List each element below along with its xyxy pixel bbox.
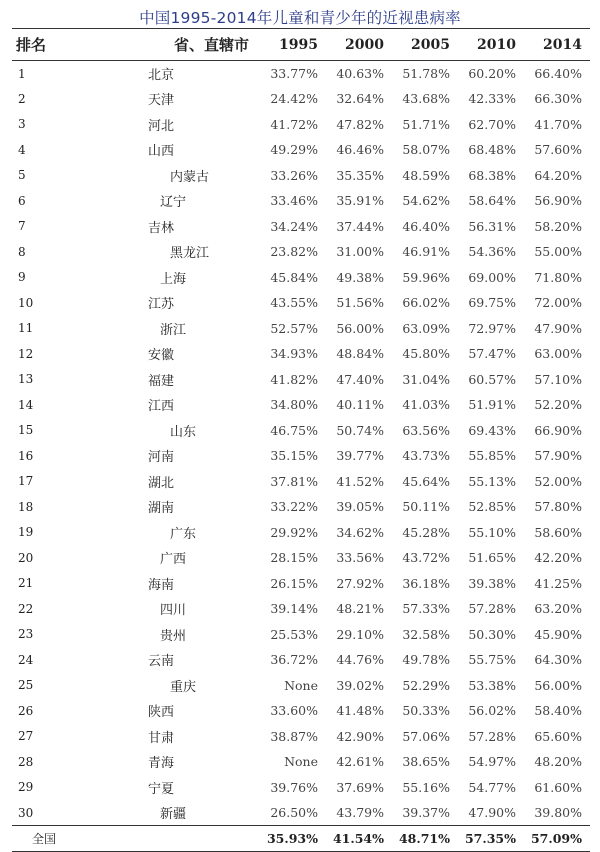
value-cell: 32.58% xyxy=(402,626,450,642)
province-cell: 河北 xyxy=(148,118,175,134)
header-year-2000: 2000 xyxy=(326,29,392,61)
table-row xyxy=(12,112,590,138)
rank-cell: 5 xyxy=(18,168,26,183)
value-cell: 45.80% xyxy=(402,346,450,362)
table-row xyxy=(12,61,590,87)
value-cell: 56.02% xyxy=(468,703,516,719)
value-cell: 33.77% xyxy=(270,66,318,81)
value-cell: 66.30% xyxy=(534,91,582,107)
value-cell: 45.84% xyxy=(270,269,318,285)
value-cell: 58.64% xyxy=(468,193,516,209)
province-cell: 甘肃 xyxy=(148,730,175,746)
rank-cell: 27 xyxy=(18,729,34,744)
table-row xyxy=(12,622,590,648)
header-year-2014: 2014 xyxy=(524,29,590,61)
table-row xyxy=(12,749,590,775)
value-cell: 33.60% xyxy=(270,703,318,719)
value-cell: 39.37% xyxy=(402,805,450,820)
value-cell: 38.65% xyxy=(402,754,450,770)
value-cell: 38.87% xyxy=(270,728,318,744)
total-row xyxy=(12,826,590,852)
value-cell: 50.11% xyxy=(402,499,450,515)
province-cell: 宁夏 xyxy=(148,781,175,797)
value-cell: 56.31% xyxy=(468,218,516,234)
table-row xyxy=(12,367,590,393)
value-cell: 50.30% xyxy=(468,626,516,642)
province-cell: 广东 xyxy=(170,526,197,542)
total-value-cell: 57.09% xyxy=(524,826,590,852)
value-cell: 65.60% xyxy=(534,728,582,744)
value-cell: 64.30% xyxy=(534,652,582,668)
value-cell: 57.47% xyxy=(468,346,516,362)
value-cell: 39.76% xyxy=(270,779,318,795)
value-cell: 49.78% xyxy=(402,652,450,668)
value-cell: 56.00% xyxy=(336,320,384,336)
value-cell: 51.56% xyxy=(336,295,384,311)
value-cell: 57.90% xyxy=(534,448,582,464)
value-cell: 69.43% xyxy=(468,422,516,438)
table-row xyxy=(12,214,590,240)
rank-cell: 21 xyxy=(18,576,34,591)
value-cell: 63.56% xyxy=(402,422,450,438)
value-cell: 37.81% xyxy=(270,473,318,489)
value-cell: 66.40% xyxy=(534,66,582,81)
value-cell: 26.50% xyxy=(270,805,318,820)
value-cell: 56.90% xyxy=(534,193,582,209)
table-row xyxy=(12,800,590,826)
table-row xyxy=(12,775,590,801)
value-cell: 63.00% xyxy=(534,346,582,362)
value-cell: 57.60% xyxy=(534,142,582,158)
value-cell: 36.18% xyxy=(402,575,450,591)
province-cell: 湖南 xyxy=(148,501,175,517)
value-cell: 57.28% xyxy=(468,601,516,617)
province-cell: 重庆 xyxy=(170,679,197,695)
rank-cell: 7 xyxy=(18,219,26,234)
value-cell: 52.29% xyxy=(402,677,450,693)
value-cell: 71.80% xyxy=(534,269,582,285)
value-cell: 32.64% xyxy=(336,91,384,107)
province-cell: 陕西 xyxy=(148,705,175,721)
value-cell: 54.62% xyxy=(402,193,450,209)
rank-cell: 14 xyxy=(18,397,34,412)
value-cell: 52.20% xyxy=(534,397,582,413)
value-cell: 47.90% xyxy=(534,320,582,336)
value-cell: 43.72% xyxy=(402,550,450,566)
province-cell: 湖北 xyxy=(148,475,175,491)
value-cell: 58.20% xyxy=(534,218,582,234)
value-cell: 35.15% xyxy=(270,448,318,464)
table-row xyxy=(12,163,590,189)
value-cell: 51.91% xyxy=(468,397,516,413)
value-cell: 42.61% xyxy=(336,754,384,770)
value-cell: 41.25% xyxy=(534,575,582,591)
value-cell: 43.79% xyxy=(336,805,384,820)
table-title: 中国1995-2014年儿童和青少年的近视患病率 xyxy=(139,9,461,27)
rank-cell: 13 xyxy=(18,372,34,387)
value-cell: 46.40% xyxy=(402,218,450,234)
value-cell: 33.26% xyxy=(270,167,318,183)
value-cell: 46.75% xyxy=(270,422,318,438)
value-cell: 33.46% xyxy=(270,193,318,209)
value-cell: 42.90% xyxy=(336,728,384,744)
table-row xyxy=(12,494,590,520)
value-cell: 39.77% xyxy=(336,448,384,464)
value-cell: 54.77% xyxy=(468,779,516,795)
value-cell: 42.33% xyxy=(468,91,516,107)
value-cell: 53.38% xyxy=(468,677,516,693)
table-row xyxy=(12,545,590,571)
rank-cell: 17 xyxy=(18,474,34,489)
value-cell: 52.85% xyxy=(468,499,516,515)
table-row xyxy=(12,316,590,342)
value-cell: 58.07% xyxy=(402,142,450,158)
value-cell: 47.82% xyxy=(336,116,384,132)
rank-cell: 25 xyxy=(18,678,34,693)
value-cell: None xyxy=(284,754,318,770)
header-year-2010: 2010 xyxy=(458,29,524,61)
total-value-cell: 48.71% xyxy=(392,826,458,852)
value-cell: 41.03% xyxy=(402,397,450,413)
value-cell: 55.75% xyxy=(468,652,516,668)
value-cell: 34.93% xyxy=(270,346,318,362)
value-cell: 57.10% xyxy=(534,371,582,387)
value-cell: 40.63% xyxy=(336,66,384,81)
rank-cell: 23 xyxy=(18,627,34,642)
value-cell: 37.69% xyxy=(336,779,384,795)
value-cell: 55.00% xyxy=(534,244,582,260)
rank-cell: 29 xyxy=(18,780,34,795)
province-cell: 青海 xyxy=(148,756,175,772)
value-cell: 72.00% xyxy=(534,295,582,311)
value-cell: 57.80% xyxy=(534,499,582,515)
value-cell: 51.78% xyxy=(402,66,450,81)
header-year-2005: 2005 xyxy=(392,29,458,61)
value-cell: 66.90% xyxy=(534,422,582,438)
value-cell: 63.20% xyxy=(534,601,582,617)
table-row xyxy=(12,596,590,622)
value-cell: 55.85% xyxy=(468,448,516,464)
value-cell: 50.33% xyxy=(402,703,450,719)
province-cell: 海南 xyxy=(148,577,175,593)
value-cell: 26.15% xyxy=(270,575,318,591)
rank-cell: 6 xyxy=(18,193,26,208)
rank-cell: 19 xyxy=(18,525,34,540)
rank-cell: 1 xyxy=(18,66,26,81)
rank-cell: 20 xyxy=(18,550,34,565)
value-cell: 45.28% xyxy=(402,524,450,540)
value-cell: 42.20% xyxy=(534,550,582,566)
value-cell: 40.11% xyxy=(336,397,384,413)
province-cell: 上海 xyxy=(160,271,187,287)
value-cell: 52.57% xyxy=(270,320,318,336)
rank-cell: 28 xyxy=(18,754,34,769)
value-cell: 35.91% xyxy=(336,193,384,209)
table-row xyxy=(12,698,590,724)
table-body xyxy=(12,61,590,852)
value-cell: 45.64% xyxy=(402,473,450,489)
value-cell: 68.38% xyxy=(468,167,516,183)
value-cell: 69.75% xyxy=(468,295,516,311)
value-cell: 27.92% xyxy=(336,575,384,591)
value-cell: 39.02% xyxy=(336,677,384,693)
value-cell: None xyxy=(284,677,318,693)
table-row xyxy=(12,86,590,112)
value-cell: 47.90% xyxy=(468,805,516,820)
province-cell: 福建 xyxy=(148,373,175,389)
value-cell: 28.15% xyxy=(270,550,318,566)
rank-cell: 16 xyxy=(18,448,34,463)
table-row xyxy=(12,418,590,444)
value-cell: 47.40% xyxy=(336,371,384,387)
rank-cell: 3 xyxy=(18,117,26,132)
value-cell: 55.10% xyxy=(468,524,516,540)
value-cell: 34.62% xyxy=(336,524,384,540)
value-cell: 48.21% xyxy=(336,601,384,617)
value-cell: 41.48% xyxy=(336,703,384,719)
table-row xyxy=(12,290,590,316)
header-row xyxy=(12,29,590,61)
value-cell: 51.71% xyxy=(402,116,450,132)
value-cell: 55.16% xyxy=(402,779,450,795)
header-year-1995: 1995 xyxy=(260,29,326,61)
value-cell: 35.35% xyxy=(336,167,384,183)
value-cell: 33.22% xyxy=(270,499,318,515)
value-cell: 57.28% xyxy=(468,728,516,744)
rank-cell: 4 xyxy=(18,142,26,157)
value-cell: 54.36% xyxy=(468,244,516,260)
value-cell: 39.14% xyxy=(270,601,318,617)
value-cell: 57.33% xyxy=(402,601,450,617)
value-cell: 39.38% xyxy=(468,575,516,591)
value-cell: 57.06% xyxy=(402,728,450,744)
value-cell: 41.70% xyxy=(534,116,582,132)
value-cell: 49.29% xyxy=(270,142,318,158)
value-cell: 41.72% xyxy=(270,116,318,132)
value-cell: 48.59% xyxy=(402,167,450,183)
value-cell: 51.65% xyxy=(468,550,516,566)
value-cell: 55.13% xyxy=(468,473,516,489)
value-cell: 45.90% xyxy=(534,626,582,642)
province-cell: 山西 xyxy=(148,144,175,160)
rank-cell: 18 xyxy=(18,499,34,514)
value-cell: 36.72% xyxy=(270,652,318,668)
value-cell: 72.97% xyxy=(468,320,516,336)
value-cell: 41.52% xyxy=(336,473,384,489)
rank-cell: 30 xyxy=(18,805,34,820)
province-cell: 贵州 xyxy=(160,628,187,644)
rank-cell: 10 xyxy=(18,295,34,310)
value-cell: 54.97% xyxy=(468,754,516,770)
value-cell: 39.05% xyxy=(336,499,384,515)
rank-cell: 12 xyxy=(18,346,34,361)
total-value-cell: 57.35% xyxy=(458,826,524,852)
value-cell: 49.38% xyxy=(336,269,384,285)
rank-cell: 8 xyxy=(18,244,26,259)
rank-cell: 15 xyxy=(18,423,34,438)
value-cell: 46.91% xyxy=(402,244,450,260)
province-cell: 北京 xyxy=(148,68,175,83)
value-cell: 59.96% xyxy=(402,269,450,285)
table-row xyxy=(12,571,590,597)
value-cell: 25.53% xyxy=(270,626,318,642)
value-cell: 24.42% xyxy=(270,91,318,107)
rank-cell: 22 xyxy=(18,601,34,616)
total-label: 全国 xyxy=(12,826,260,852)
value-cell: 50.74% xyxy=(336,422,384,438)
province-cell: 云南 xyxy=(148,654,175,670)
province-cell: 新疆 xyxy=(160,807,187,822)
value-cell: 37.44% xyxy=(336,218,384,234)
province-cell: 内蒙古 xyxy=(170,169,210,185)
province-cell: 广西 xyxy=(160,552,187,568)
table-row xyxy=(12,341,590,367)
rank-cell: 24 xyxy=(18,652,34,667)
value-cell: 60.20% xyxy=(468,66,516,81)
header-rank: 排名 xyxy=(12,29,74,61)
rank-cell: 11 xyxy=(18,321,34,336)
rank-cell: 9 xyxy=(18,270,26,285)
value-cell: 39.80% xyxy=(534,805,582,820)
rank-cell: 2 xyxy=(18,91,26,106)
value-cell: 41.82% xyxy=(270,371,318,387)
value-cell: 31.04% xyxy=(402,371,450,387)
value-cell: 23.82% xyxy=(270,244,318,260)
province-cell: 山东 xyxy=(170,424,197,440)
province-cell: 江苏 xyxy=(148,297,175,313)
value-cell: 29.92% xyxy=(270,524,318,540)
province-cell: 浙江 xyxy=(160,322,187,338)
value-cell: 58.40% xyxy=(534,703,582,719)
table-row xyxy=(12,239,590,265)
value-cell: 34.24% xyxy=(270,218,318,234)
table-row xyxy=(12,647,590,673)
table-row xyxy=(12,443,590,469)
value-cell: 46.46% xyxy=(336,142,384,158)
header-province: 省、直辖市 xyxy=(74,29,260,61)
value-cell: 29.10% xyxy=(336,626,384,642)
value-cell: 48.84% xyxy=(336,346,384,362)
value-cell: 62.70% xyxy=(468,116,516,132)
table-row xyxy=(12,724,590,750)
table-row xyxy=(12,673,590,699)
value-cell: 31.00% xyxy=(336,244,384,260)
province-cell: 黑龙江 xyxy=(170,246,210,262)
rank-cell: 26 xyxy=(18,703,34,718)
value-cell: 66.02% xyxy=(402,295,450,311)
value-cell: 61.60% xyxy=(534,779,582,795)
value-cell: 48.20% xyxy=(534,754,582,770)
table-row xyxy=(12,469,590,495)
value-cell: 69.00% xyxy=(468,269,516,285)
value-cell: 43.55% xyxy=(270,295,318,311)
value-cell: 64.20% xyxy=(534,167,582,183)
value-cell: 52.00% xyxy=(534,473,582,489)
province-cell: 辽宁 xyxy=(160,195,187,211)
province-cell: 河南 xyxy=(148,450,175,466)
value-cell: 43.68% xyxy=(402,91,450,107)
province-cell: 江西 xyxy=(148,399,175,415)
table-row xyxy=(12,137,590,163)
table-row xyxy=(12,265,590,291)
province-cell: 四川 xyxy=(160,603,187,619)
value-cell: 34.80% xyxy=(270,397,318,413)
total-value-cell: 35.93% xyxy=(260,826,326,852)
table-row xyxy=(12,392,590,418)
value-cell: 63.09% xyxy=(402,320,450,336)
value-cell: 33.56% xyxy=(336,550,384,566)
total-value-cell: 41.54% xyxy=(326,826,392,852)
table-row xyxy=(12,520,590,546)
myopia-table xyxy=(12,28,590,852)
value-cell: 56.00% xyxy=(534,677,582,693)
value-cell: 60.57% xyxy=(468,371,516,387)
value-cell: 58.60% xyxy=(534,524,582,540)
value-cell: 44.76% xyxy=(336,652,384,668)
value-cell: 68.48% xyxy=(468,142,516,158)
province-cell: 吉林 xyxy=(148,220,175,236)
value-cell: 43.73% xyxy=(402,448,450,464)
province-cell: 天津 xyxy=(148,93,175,109)
table-row xyxy=(12,188,590,214)
province-cell: 安徽 xyxy=(148,348,175,364)
